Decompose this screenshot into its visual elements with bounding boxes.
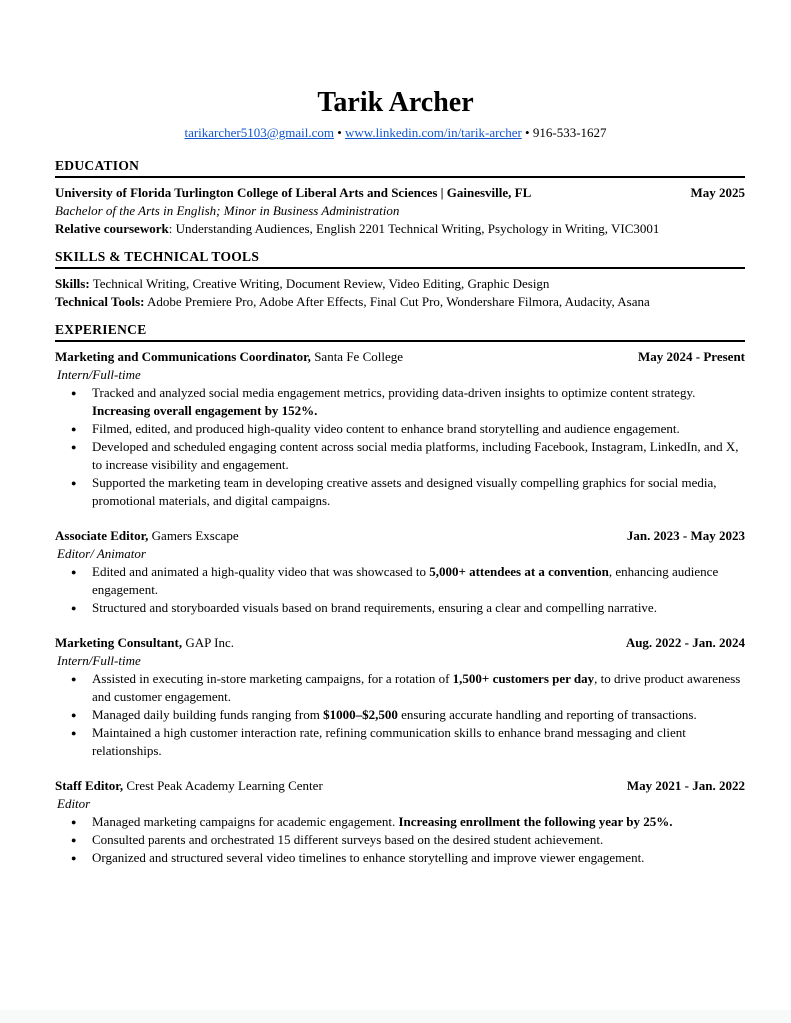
section-experience (55, 322, 745, 867)
bullet-item (55, 706, 745, 724)
bullet-segment: Managed marketing campaigns for academic engagement. (92, 814, 399, 829)
experience-entries (55, 348, 745, 867)
job-title: Staff Editor, (55, 778, 124, 793)
bullet-segment: Developed and scheduled engaging content across social media platforms, including Facebook, Instagram, LinkedIn, and X, to increase visibility and engagement. (92, 439, 739, 472)
linkedin-link[interactable]: www.linkedin.com/in/tarik-archer (345, 125, 522, 140)
job-dates: Aug. 2022 - Jan. 2024 (625, 635, 745, 650)
skills-list: Technical Writing, Creative Writing, Document Review, Video Editing, Graphic Design (89, 276, 550, 291)
contact-separator: • (525, 125, 530, 140)
bullet-item (55, 420, 745, 438)
job-title: Associate Editor, (55, 528, 149, 543)
bullet-item (55, 438, 745, 474)
job-title-line (55, 527, 239, 545)
skills-row (55, 275, 745, 293)
bullet-segment: , enhancing audience engagement. (92, 564, 719, 597)
resume-name: Tarik Archer (317, 87, 474, 118)
degree-line: Bachelor of the Arts in English; Minor in Business Administration (55, 203, 400, 218)
job-company: Santa Fe College (310, 349, 404, 364)
bullet-list (55, 670, 745, 760)
technical-tools-label: Technical Tools: (55, 294, 145, 309)
bullet-segment: Assisted in executing in-store marketing campaigns, for a rotation of (92, 671, 453, 686)
bullet-segment: Edited and animated a high-quality video that was showcased to (92, 564, 430, 579)
technical-tools-row (55, 293, 745, 311)
job-title: Marketing and Communications Coordinator, (55, 349, 311, 364)
contact-line (0, 125, 791, 141)
experience-entry (55, 348, 745, 510)
bullet-item (55, 670, 745, 706)
technical-tools-list: Adobe Premiere Pro, Adobe After Effects, Final Cut Pro, Wondershare Filmora, Audacity, Asana (144, 294, 650, 309)
section-education (55, 158, 745, 238)
section-skills (55, 249, 745, 311)
job-title-line (55, 348, 403, 366)
bullet-segment: 1,500+ customers per day (452, 671, 595, 686)
job-header-row (55, 527, 745, 545)
bullet-segment: Increasing enrollment the following year by 25%. (398, 814, 673, 829)
bullet-segment: Tracked and analyzed social media engagement metrics, providing data-driven insights to optimize content strategy. (92, 385, 696, 400)
job-header-row (55, 348, 745, 366)
bullet-segment: , to drive product awareness and customer engagement. (92, 671, 741, 704)
coursework-label: Relative coursework (55, 221, 169, 236)
coursework-line (55, 220, 745, 238)
job-role: Intern/Full-time (57, 367, 141, 382)
contact-separator: • (337, 125, 342, 140)
job-role: Intern/Full-time (57, 653, 141, 668)
bullet-item (55, 724, 745, 760)
job-title-line (55, 634, 234, 652)
job-dates: Jan. 2023 - May 2023 (626, 528, 745, 543)
experience-entry (55, 634, 745, 760)
job-header-row (55, 777, 745, 795)
bullet-item (55, 831, 745, 849)
job-company: Gamers Exscape (148, 528, 239, 543)
job-company: Crest Peak Academy Learning Center (123, 778, 323, 793)
job-dates: May 2024 - Present (638, 349, 745, 364)
bullet-item (55, 474, 745, 510)
skills-label: Skills: (55, 276, 90, 291)
coursework-text: : Understanding Audiences, English 2201 Technical Writing, Psychology in Writing, VIC3001 (168, 221, 660, 236)
skills-heading: SKILLS & TECHNICAL TOOLS (55, 249, 745, 269)
experience-heading: EXPERIENCE (55, 322, 745, 342)
bullet-item (55, 813, 745, 831)
job-title: Marketing Consultant, (55, 635, 183, 650)
bullet-segment: ensuring accurate handling and reporting of transactions. (397, 707, 697, 722)
bullet-list (55, 813, 745, 867)
job-title-line (55, 777, 323, 795)
bullet-item (55, 599, 745, 617)
bullet-segment: Structured and storyboarded visuals based on brand requirements, ensuring a clear and compelling narrative. (92, 600, 657, 615)
school-name: University of Florida Turlington College of Liberal Arts and Sciences | Gainesville, FL (55, 185, 532, 200)
phone-number: 916-533-1627 (532, 125, 607, 140)
email-link[interactable]: tarikarcher5103@gmail.com (184, 125, 334, 140)
bullet-list (55, 563, 745, 617)
page-bottom-edge (0, 1010, 791, 1023)
bullet-segment: Increasing overall engagement by 152%. (92, 403, 318, 418)
bullet-segment: 5,000+ attendees at a convention (429, 564, 609, 579)
bullet-item (55, 563, 745, 599)
bullet-segment: Managed daily building funds ranging from (92, 707, 324, 722)
bullet-segment: $1000–$2,500 (323, 707, 398, 722)
bullet-segment: Consulted parents and orchestrated 15 different surveys based on the desired student achievement. (92, 832, 604, 847)
job-role: Editor (57, 796, 91, 811)
resume-body (0, 158, 791, 867)
job-dates: May 2021 - Jan. 2022 (626, 778, 745, 793)
bullet-item (55, 384, 745, 420)
education-date: May 2025 (690, 185, 745, 200)
resume-header (0, 0, 791, 141)
bullet-list (55, 384, 745, 510)
job-header-row (55, 634, 745, 652)
bullet-segment: Filmed, edited, and produced high-quality video content to enhance brand storytelling and audience engagement. (92, 421, 680, 436)
education-heading: EDUCATION (55, 158, 745, 178)
bullet-segment: Maintained a high customer interaction rate, refining communication skills to enhance brand messaging and client relationships. (92, 725, 686, 758)
job-role: Editor/ Animator (57, 546, 146, 561)
bullet-item (55, 849, 745, 867)
bullet-segment: Supported the marketing team in developing creative assets and designed visually compelling graphics for social media, promotional materials, and digital campaigns. (92, 475, 717, 508)
bullet-segment: Organized and structured several video timelines to enhance storytelling and improve viewer engagement. (92, 850, 645, 865)
experience-entry (55, 527, 745, 617)
job-company: GAP Inc. (182, 635, 234, 650)
experience-entry (55, 777, 745, 867)
